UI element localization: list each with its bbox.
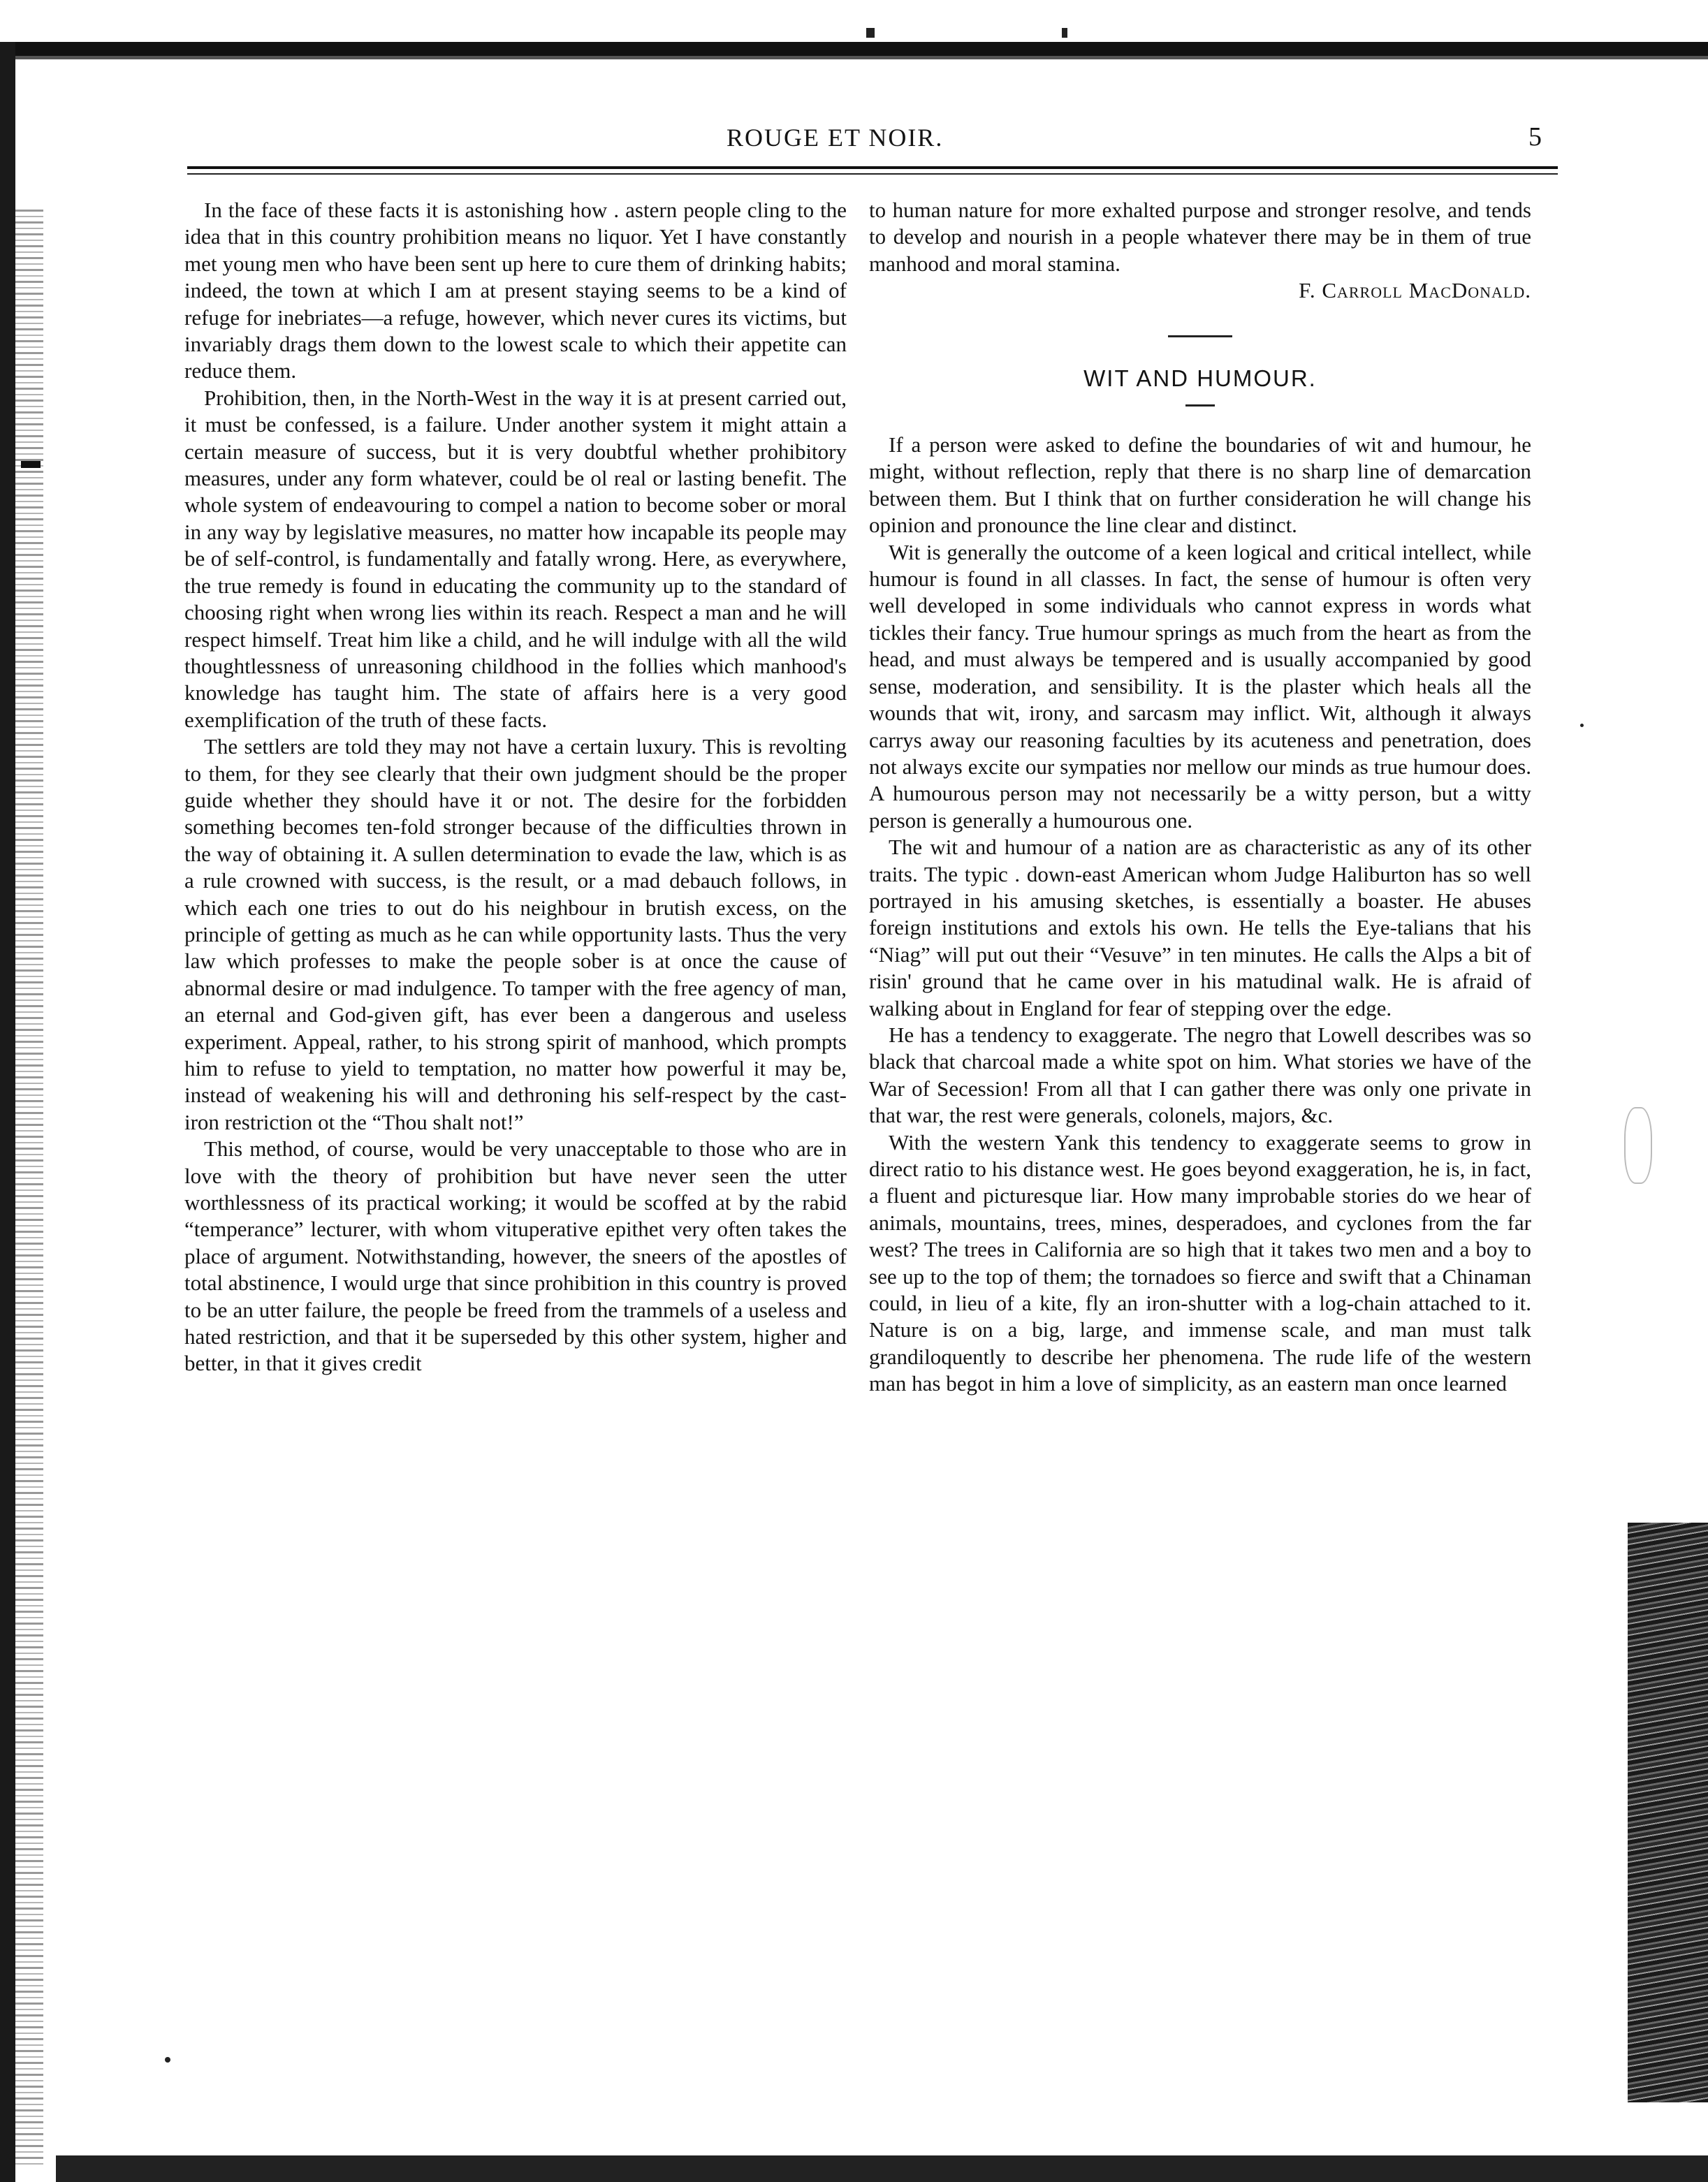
scan-mark	[21, 461, 41, 468]
scan-speck	[866, 28, 875, 38]
paragraph: The wit and humour of a nation are as characteristic as any of its other traits. The typic . down-east American whom Judge Haliburton has so well portrayed in his amusing sketches, is essentially a boaster. He abuses foreign institutions and extols his own. He tells the Eye-talians that his “Niag” will put out their “Vesuve” in ten minutes. He calls the Alps a bit of risin' ground that he came over in his matudinal walk. He is afraid of walking about in England for fear of stepping over the edge.	[869, 835, 1531, 1020]
left-column	[184, 197, 847, 1377]
paragraph: He has a tendency to exaggerate. The negro that Lowell describes was so black that charcoal made a white spot on him. What stories we have of the War of Secession! From all that I can gather there was only one private in that war, the rest were generals, colonels, majors, &c.	[869, 1022, 1531, 1128]
scan-blot	[1624, 1107, 1652, 1184]
author-signature: F. Carroll MacDonald.	[1299, 278, 1531, 303]
paragraph-continuation: to human nature for more exhalted purpose and stronger resolve, and tends to develop and nourish in a people whatever there may be in them of true manhood and moral stamina.	[869, 198, 1531, 276]
header-rule	[187, 166, 1558, 169]
scan-dot	[1580, 724, 1584, 727]
paragraph: Wit is generally the outcome of a keen logical and critical intellect, while humour is found in all classes. In fact, the sense of humour is often very well developed in some individuals who cannot express in words what tickles their fancy. True humour springs as much from the heart as from the head, and must always be tempered and is usually accompanied by good sense, moderation, and sensibility. It is the plaster which heals all the wounds that wit, irony, and sarcasm may inflict. Wit, although it always carrys away our reasoning faculties by its acuteness and penetration, does not always excite our sympaties nor mellow our minds as true humour does. A humourous person may not necessarily be a witty person, but a witty person is generally a humourous one.	[869, 539, 1531, 833]
scan-dot	[165, 2057, 170, 2063]
paragraph: In the face of these facts it is astonishing how . astern people cling to the idea that in this country prohibition means no liquor. Yet I have constantly met young men who have been sent up here to cure them of drinking habits; indeed, the town at which I am at present staying seems to be a kind of refuge for inebriates—a refuge, however, which never cures its victims, but invariably drags them down to the lowest scale to which their appetite can reduce them.	[184, 198, 847, 383]
section-divider	[1168, 335, 1232, 337]
right-column	[869, 197, 1531, 1398]
paragraph: The settlers are told they may not have a certain luxury. This is revolting to them, for they see clearly that their own judgment should be the proper guide whether they should have it or not. The desire for the forbidden something becomes ten-fold stronger because of the difficulties thrown in the way of obtaining it. A sullen determination to evade the law, which is as a rule crowned with success, is the result, or a mad debauch follows, in which each one tries to out do his neighbour in brutish excess, on the principle of getting as much as he can while opportunity lasts. Thus the very law which professes to make the people sober is at once the cause of abnormal desire or mad indulgence. To tamper with the free agency of man, an eternal and God-given gift, has ever been a dangerous and useless experiment. Appeal, rather, to his strong spirit of manhood, which prompts him to refuse to yield to temptation, no matter how powerful it may be, instead of weakening his will and dethroning his self-respect by the cast-iron restriction ot the “Thou shalt not!”	[184, 734, 847, 1134]
scan-border-left-fringe	[15, 210, 43, 2165]
scan-border-top	[0, 42, 1708, 67]
scan-border-left	[0, 42, 15, 2182]
scan-speck	[1062, 28, 1067, 38]
running-title: ROUGE ET NOIR.	[727, 124, 944, 152]
paragraph: With the western Yank this tendency to exaggerate seems to grow in direct ratio to his distance west. He goes beyond exaggeration, he is, in fact, a fluent and picturesque liar. How many improbable stories do we hear of animals, mountains, trees, mines, desperadoes, and cyclones from the far west? The trees in California are so high that it takes two men and a boy to see up to the top of them; the tornadoes so fierce and swift that a Chinaman could, in lieu of a kite, fly an iron-shutter with a log-chain attached to it. Nature is on a big, large, and immense scale, and man must talk grandiloquently to describe her phenomena. The rude life of the western man has begot in him a love of simplicity, as an eastern man once learned	[869, 1129, 1531, 1396]
page-number: 5	[1528, 122, 1542, 152]
title-rule	[1185, 404, 1215, 407]
scan-border-bottom	[56, 2144, 1708, 2182]
header-rule-thin	[187, 173, 1558, 175]
paragraph: Prohibition, then, in the North-West in the way it is at present carried out, it must be confessed, is a failure. Under another system it might attain a certain measure of success, but it is very doubtful whether prohibitory measures, under any form whatever, could be ol real or lasting benefit. The whole system of endeavouring to compel a nation to become sober or moral in any way by legislative measures, no matter how incapable its people may be of self-control, is fundamentally and fatally wrong. Here, as everywhere, the true remedy is found in educating the community up to the standard of choosing right when wrong lies within its reach. Respect a man and he will respect himself. Treat him like a child, and he will indulge with all the wild thoughtlessness of unreasoning childhood in the follies which manhood's knowledge has taught him. The state of affairs here is a very good exemplification of the truth of these facts.	[184, 385, 847, 732]
paragraph: If a person were asked to define the boundaries of wit and humour, he might, without reflection, reply that there is no sharp line of demarcation between them. But I think that on further consideration he will change his opinion and pronounce the line clear and distinct.	[869, 432, 1531, 538]
scan-border-right	[1628, 1523, 1708, 2102]
section-title: WIT AND HUMOUR.	[1083, 365, 1317, 391]
paragraph: This method, of course, would be very unacceptable to those who are in love with the theory of prohibition but have never seen the utter worthlessness of its practical working; it would be scoffed at by the rabid “temperance” lecturer, with whom vituperative epithet very often takes the place of argument. Notwithstanding, however, the sneers of the apostles of total abstinence, I would urge that since prohibition in this country is proved to be an utter failure, the people be freed from the trammels of a useless and hated restriction, and that it be superseded by this other system, higher and better, in that it gives credit	[184, 1136, 847, 1376]
